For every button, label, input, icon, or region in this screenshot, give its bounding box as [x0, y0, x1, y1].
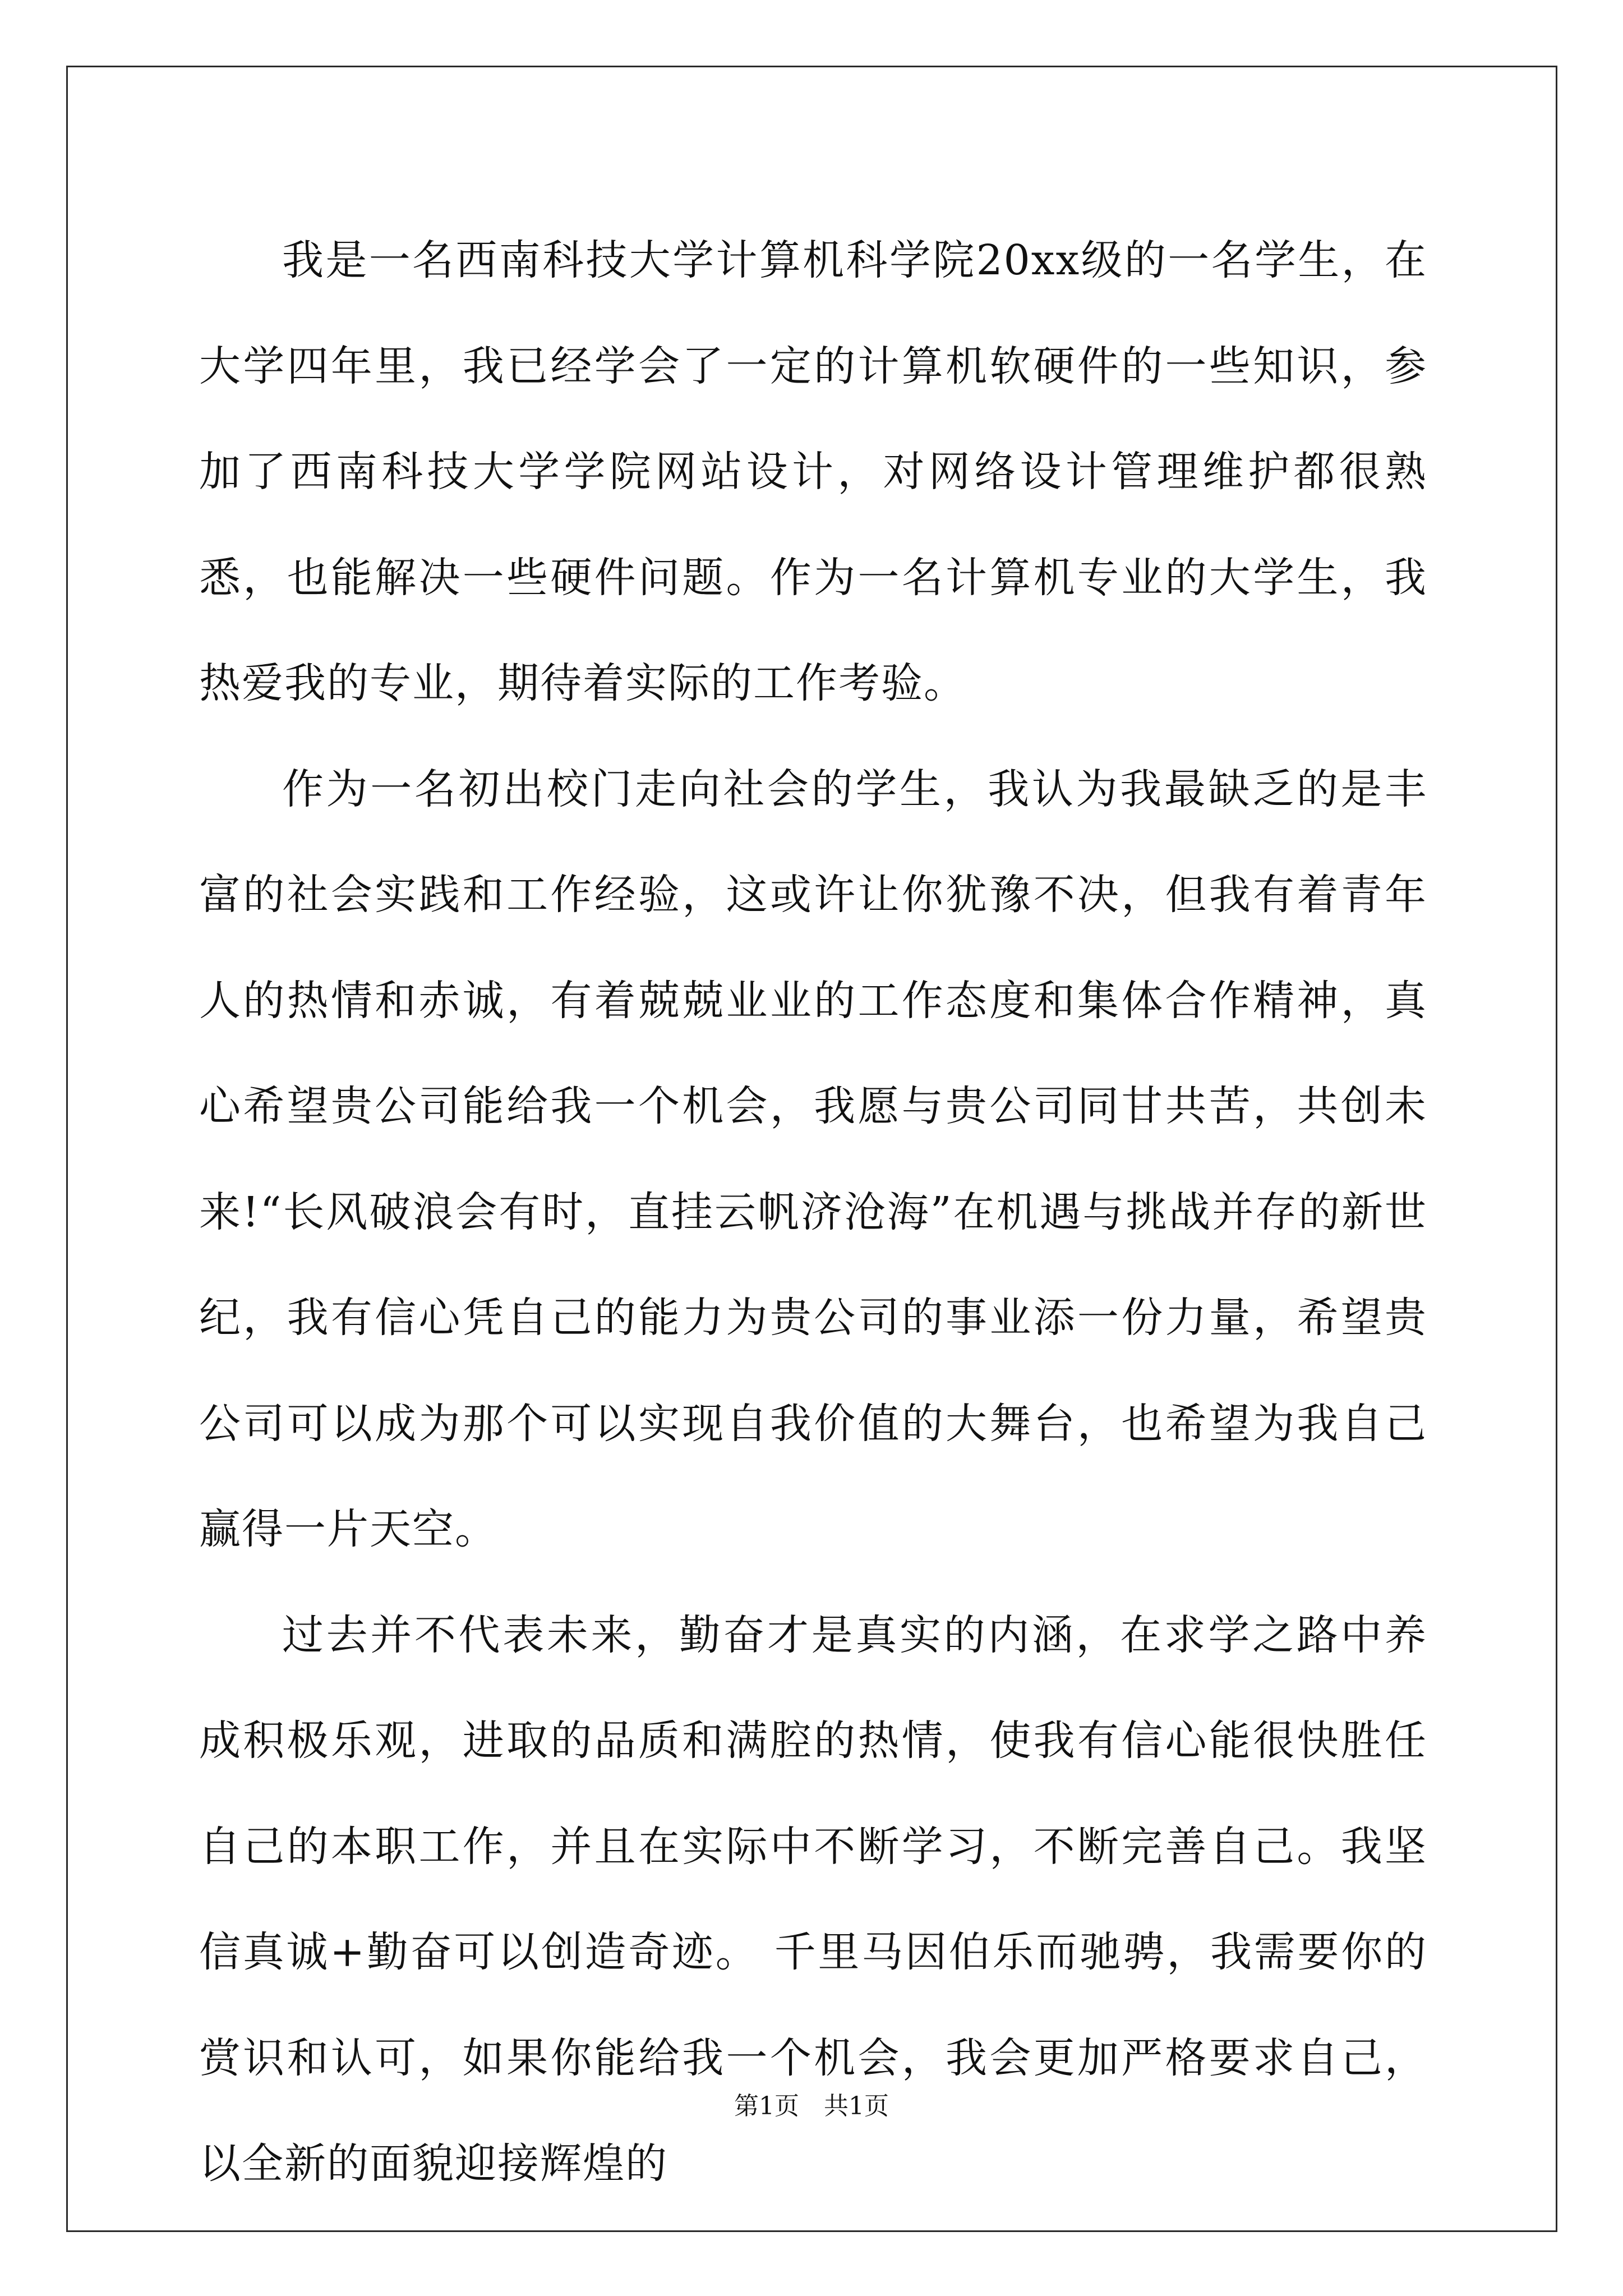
paragraph-1: 我是一名西南科技大学计算机科学院20xx级的一名学生，在大学四年里，我已经学会了一定的计算机软硬件的一些知识，参加了西南科技大学学院网站设计，对网络设计管理维护都很熟悉，也能解决一些硬件问题。作为一名计算机专业的大学生，我热爱我的专业，期待着实际的工作考验。	[199, 236, 1427, 707]
document-body	[199, 208, 1427, 2217]
paragraph-2: 作为一名初出校门走向社会的学生，我认为我最缺乏的是丰富的社会实践和工作经验，这或许让你犹豫不决，但我有着青年人的热情和赤诚，有着兢兢业业的工作态度和集体合作精神，真心希望贵公司能给我一个机会，我愿与贵公司同甘共苦，共创未来!“长风破浪会有时，直挂云帆济沧海”在机遇与挑战并存的新世纪，我有信心凭自己的能力为贵公司的事业添一份力量，希望贵公司可以成为那个可以实现自我价值的大舞台，也希望为我自己赢得一片天空。	[199, 765, 1427, 1553]
page-footer: 第1页 共1页	[734, 2092, 889, 2120]
paragraph-3: 过去并不代表未来，勤奋才是真实的内涵，在求学之路中养成积极乐观，进取的品质和满腔的热情，使我有信心能很快胜任自己的本职工作，并且在实际中不断学习，不断完善自己。我坚信真诚+勤奋可以创造奇迹。 千里马因伯乐而驰骋，我需要你的赏识和认可，如果你能给我一个机会，我会更加严格要求自己，以全新的面貌迎接辉煌的	[199, 1611, 1427, 2188]
